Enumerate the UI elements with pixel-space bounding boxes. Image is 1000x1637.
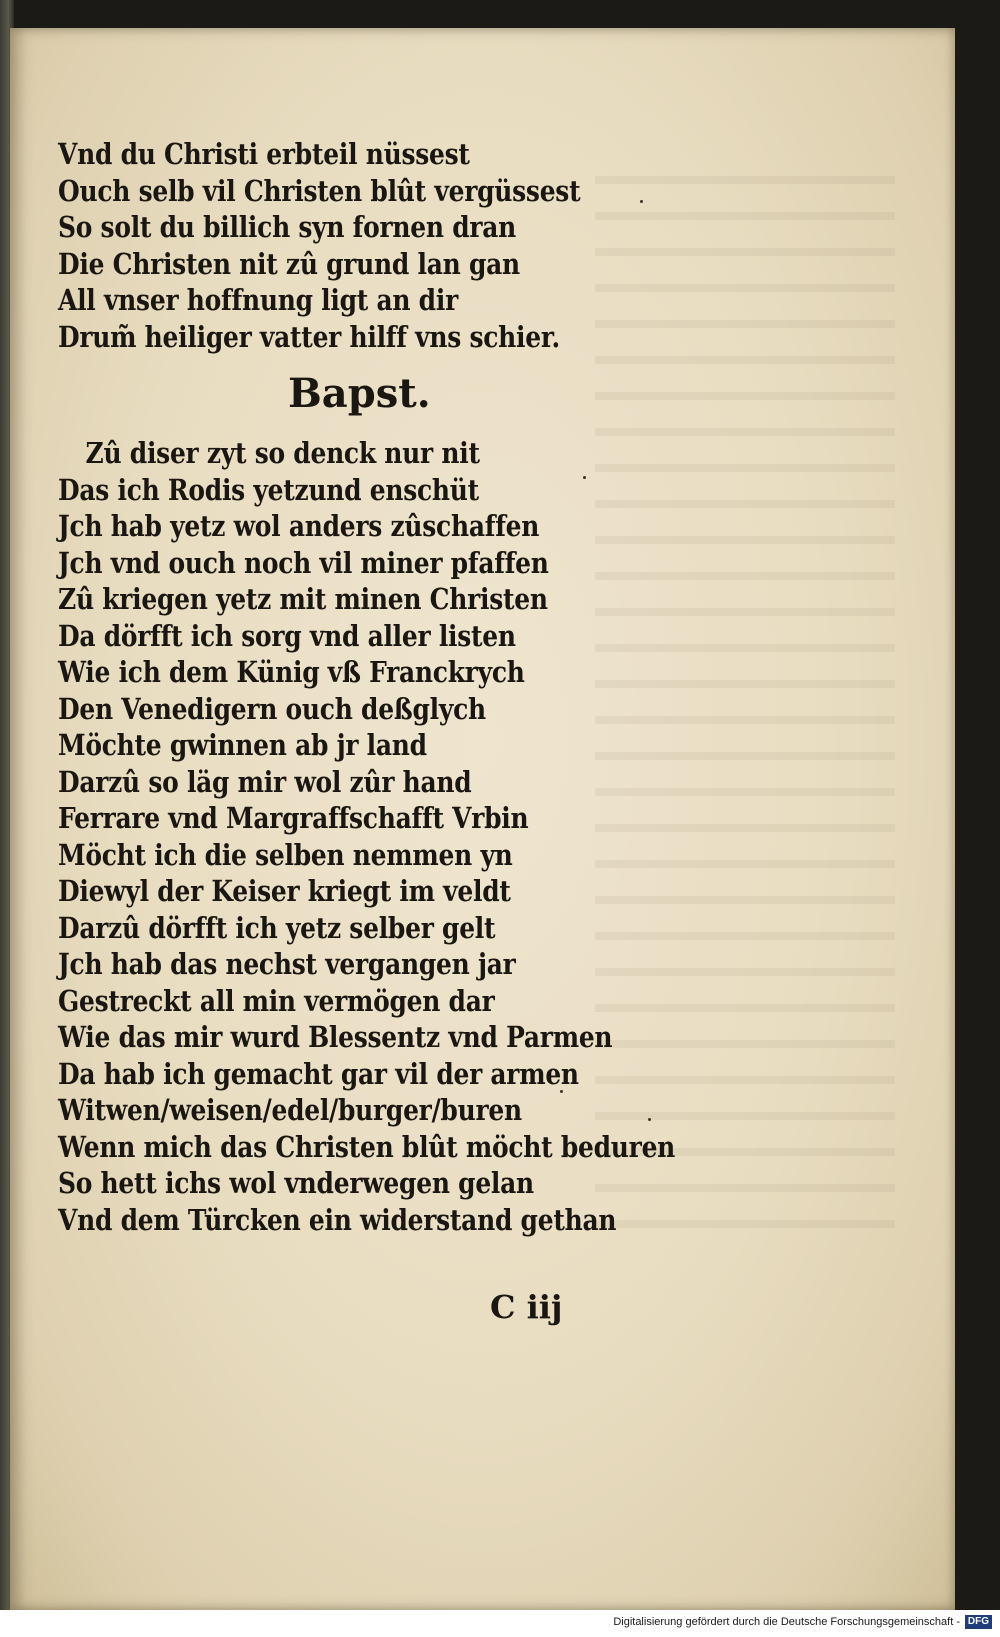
text-line: Zû diser zyt so denck nur nit [85, 436, 480, 470]
text-line: Das ich Rodis yetzund enschüt [58, 472, 479, 507]
text-line: Möchte gwinnen ab jr land [58, 728, 427, 762]
text-line: Zû kriegen yetz mit minen Christen [58, 582, 548, 616]
text-line: Darzû so läg mir wol zûr hand [58, 764, 472, 799]
text-line: Wie das mir wurd Blessentz vnd Parmen [58, 1020, 613, 1054]
page-text-block [58, 136, 778, 1238]
text-line: Da dörfft ich sorg vnd aller listen [58, 618, 516, 653]
text-line: Jch vnd ouch noch vil miner pfaffen [58, 545, 549, 580]
funding-credit: Digitalisierung gefördert durch die Deutsche Forschungsgemeinschaft - [613, 1616, 960, 1628]
text-line: Witwen/weisen/edel/burger/buren [58, 1093, 522, 1127]
text-line: Diewyl der Keiser kriegt im veldt [58, 874, 511, 908]
text-line: Jch hab yetz wol anders zûschaffen [58, 509, 540, 543]
text-line: Vnd dem Türcken ein widerstand gethan [58, 1202, 617, 1237]
text-line: Gestreckt all min vermögen dar [58, 983, 495, 1018]
text-line: Den Venedigern ouch deßglych [58, 691, 486, 726]
text-line: Da hab ich gemacht gar vil der armen [58, 1056, 579, 1091]
footer-bar [0, 1610, 1000, 1637]
text-line: Ferrare vnd Margraffschafft Vrbin [58, 801, 529, 835]
ink-speck [583, 476, 586, 479]
text-line: Jch hab das nechst vergangen jar [58, 947, 516, 981]
text-line: Darzû dörfft ich yetz selber gelt [58, 910, 496, 945]
text-line: Vnd du Christi erbteil nüssest [58, 137, 470, 171]
signature-mark: C iij [490, 1288, 563, 1326]
text-line: Ouch selb vil Christen blût vergüssest [58, 173, 581, 208]
text-line: All vnser hoffnung ligt an dir [58, 283, 458, 317]
ink-speck [640, 200, 643, 203]
ink-speck [648, 1118, 651, 1121]
text-line: Wenn mich das Christen blût möcht beduren [58, 1129, 676, 1164]
text-line: Die Christen nit zû grund lan gan [58, 246, 520, 281]
text-line: Drum̃ heiliger vatter hilff vns schier. [58, 319, 560, 354]
ink-speck [560, 1090, 563, 1093]
text-line: Möcht ich die selben nemmen yn [58, 837, 513, 872]
text-line: Wie ich dem Künig vß Franckrych [58, 655, 525, 689]
text-line: So solt du billich syn fornen dran [58, 210, 517, 244]
dfg-logo: DFG [965, 1615, 992, 1629]
text-line: So hett ichs wol vnderwegen gelan [58, 1166, 534, 1200]
speaker-heading: Bapst. [288, 370, 431, 417]
